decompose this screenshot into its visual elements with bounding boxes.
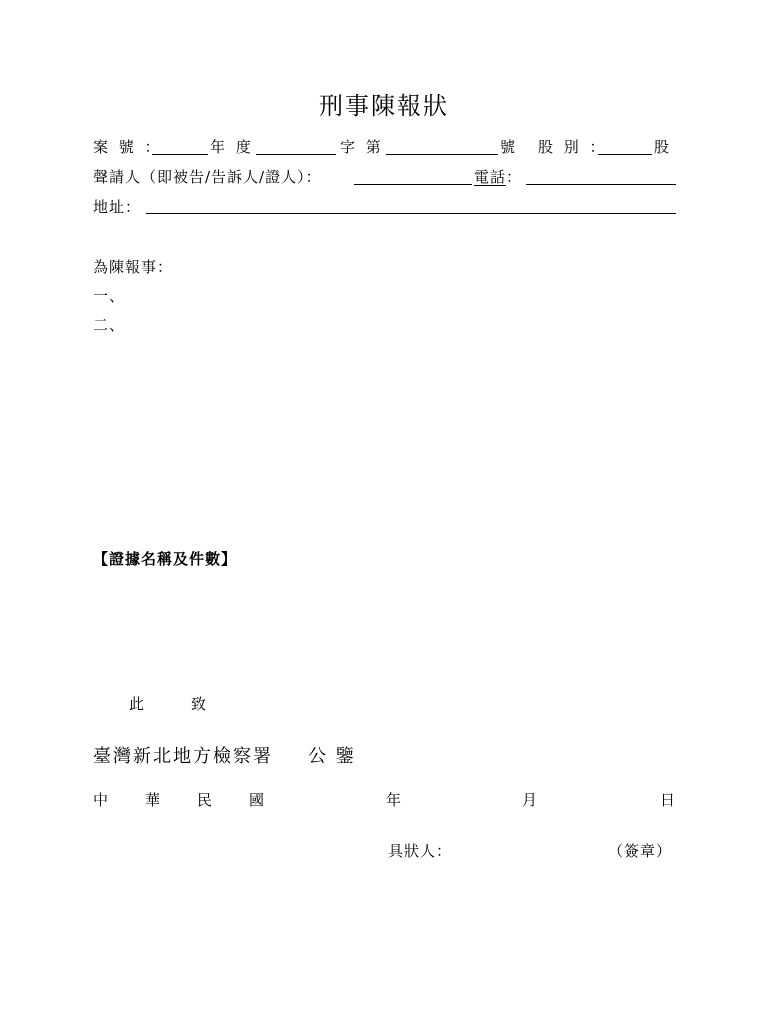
matters-heading: 為陳報事： (93, 258, 174, 276)
phone-blank[interactable] (526, 184, 676, 185)
case-no-blank[interactable] (386, 154, 498, 155)
case-word-blank[interactable] (256, 154, 336, 155)
petitioner-blank[interactable] (354, 184, 472, 185)
address-blank[interactable] (146, 213, 676, 214)
evidence-heading: 【證據名稱及件數】 (93, 550, 238, 568)
year-label: 年 度 (210, 138, 254, 156)
gong-jian: 公 鑒 (308, 746, 356, 767)
phone-label-group (474, 166, 522, 187)
division-label: 股 別 ： (538, 138, 608, 156)
addressee: 臺灣新北地方檢察署 (93, 746, 273, 767)
division-suffix: 股 (654, 138, 673, 156)
date-year: 年 (386, 791, 405, 809)
closing-zhi: 致 (191, 695, 210, 713)
case-label: 案 號 ： (93, 138, 163, 156)
closing-ci: 此 (129, 695, 148, 713)
case-year-blank[interactable] (152, 154, 208, 155)
date-day: 日 (660, 791, 679, 809)
date-month: 月 (522, 791, 541, 809)
no-label: 號 (500, 138, 519, 156)
document-title: 刑事陳報狀 (319, 92, 449, 120)
address-label: 地址： (93, 198, 142, 216)
matter-item-2: 二、 (93, 316, 126, 334)
phone-colon: ： (506, 168, 523, 186)
date-guo: 國 (249, 791, 268, 809)
phone-label: 電話 (474, 168, 507, 186)
date-zhong: 中 (93, 791, 112, 809)
matter-item-1: 一、 (93, 287, 126, 305)
date-hua: 華 (145, 791, 164, 809)
signature-seal: （簽章） (608, 842, 673, 860)
word-label: 字 第 (340, 138, 384, 156)
petitioner-label: 聲請人（即被告/告訴人/證人）： (93, 168, 322, 186)
signature-label: 具狀人： (388, 842, 453, 860)
division-blank[interactable] (598, 154, 652, 155)
date-min: 民 (197, 791, 216, 809)
